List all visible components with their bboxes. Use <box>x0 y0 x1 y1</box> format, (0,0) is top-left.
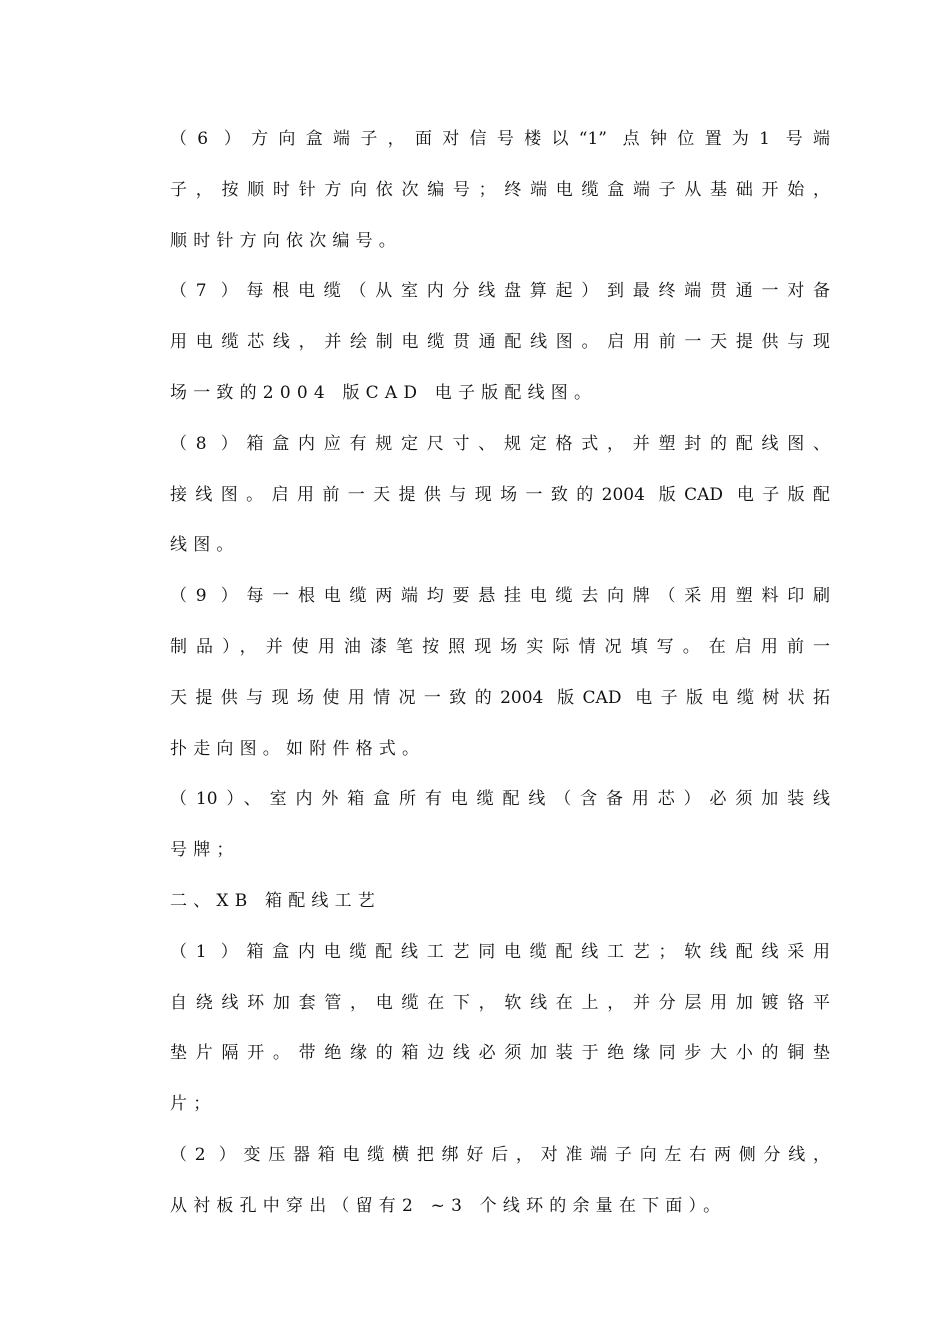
text-line-1: （6 ）方向盒端子，面对信号楼以“1” 点钟位置为1 号端 <box>170 129 830 149</box>
text-line-2: 子，按顺时针方向依次编号；终端电缆盒端子从基础开始， <box>170 179 830 200</box>
text-line-17: （1 ）箱盒内电缆配线工艺同电缆配线工艺；软线配线采用 <box>170 941 830 962</box>
text-line-5: 用电缆芯线，并绘制电缆贯通配线图。启用前一天提供与现 <box>170 332 830 353</box>
text-line-6: 场一致的2004 版CAD 电子版配线图。 <box>170 382 598 403</box>
text-line-11: 制品），并使用油漆笔按照现场实际情况填写。在启用前一 <box>170 636 830 657</box>
text-line-20: 片； <box>170 1094 217 1115</box>
text-line-21: （2 ）变压器箱电缆横把绑好后，对准端子向左右两侧分线， <box>170 1144 830 1165</box>
document-body <box>170 114 830 1232</box>
section-heading: 二、XB 箱配线工艺 <box>170 890 381 911</box>
text-line-18: 自绕线环加套管，电缆在下，软线在上，并分层用加镀铬平 <box>170 992 830 1013</box>
text-line-9: 线图。 <box>170 535 240 556</box>
text-line-4: （7 ）每根电缆（从室内分线盘算起）到最终端贯通一对备 <box>170 281 830 302</box>
text-line-10: （9 ）每一根电缆两端均要悬挂电缆去向牌（采用塑料印刷 <box>170 586 830 607</box>
text-line-15: 号牌； <box>170 840 240 861</box>
text-line-3: 顺时针方向依次编号。 <box>170 230 402 251</box>
text-line-22: 从衬板孔中穿出（留有2 ~3 个线环的余量在下面）。 <box>170 1195 727 1216</box>
text-line-12: 天提供与现场使用情况一致的2004 版CAD 电子版电缆树状拓 <box>170 687 830 708</box>
text-line-7: （8 ）箱盒内应有规定尺寸、规定格式，并塑封的配线图、 <box>170 433 830 454</box>
text-line-19: 垫片隔开。带绝缘的箱边线必须加装于绝缘同步大小的铜垫 <box>170 1043 830 1064</box>
text-line-13: 扑走向图。如附件格式。 <box>170 738 426 759</box>
text-line-14: （10）、室内外箱盒所有电缆配线（含备用芯）必须加装线 <box>170 789 830 810</box>
text-line-8: 接线图。启用前一天提供与现场一致的2004 版CAD 电子版配 <box>170 484 830 505</box>
